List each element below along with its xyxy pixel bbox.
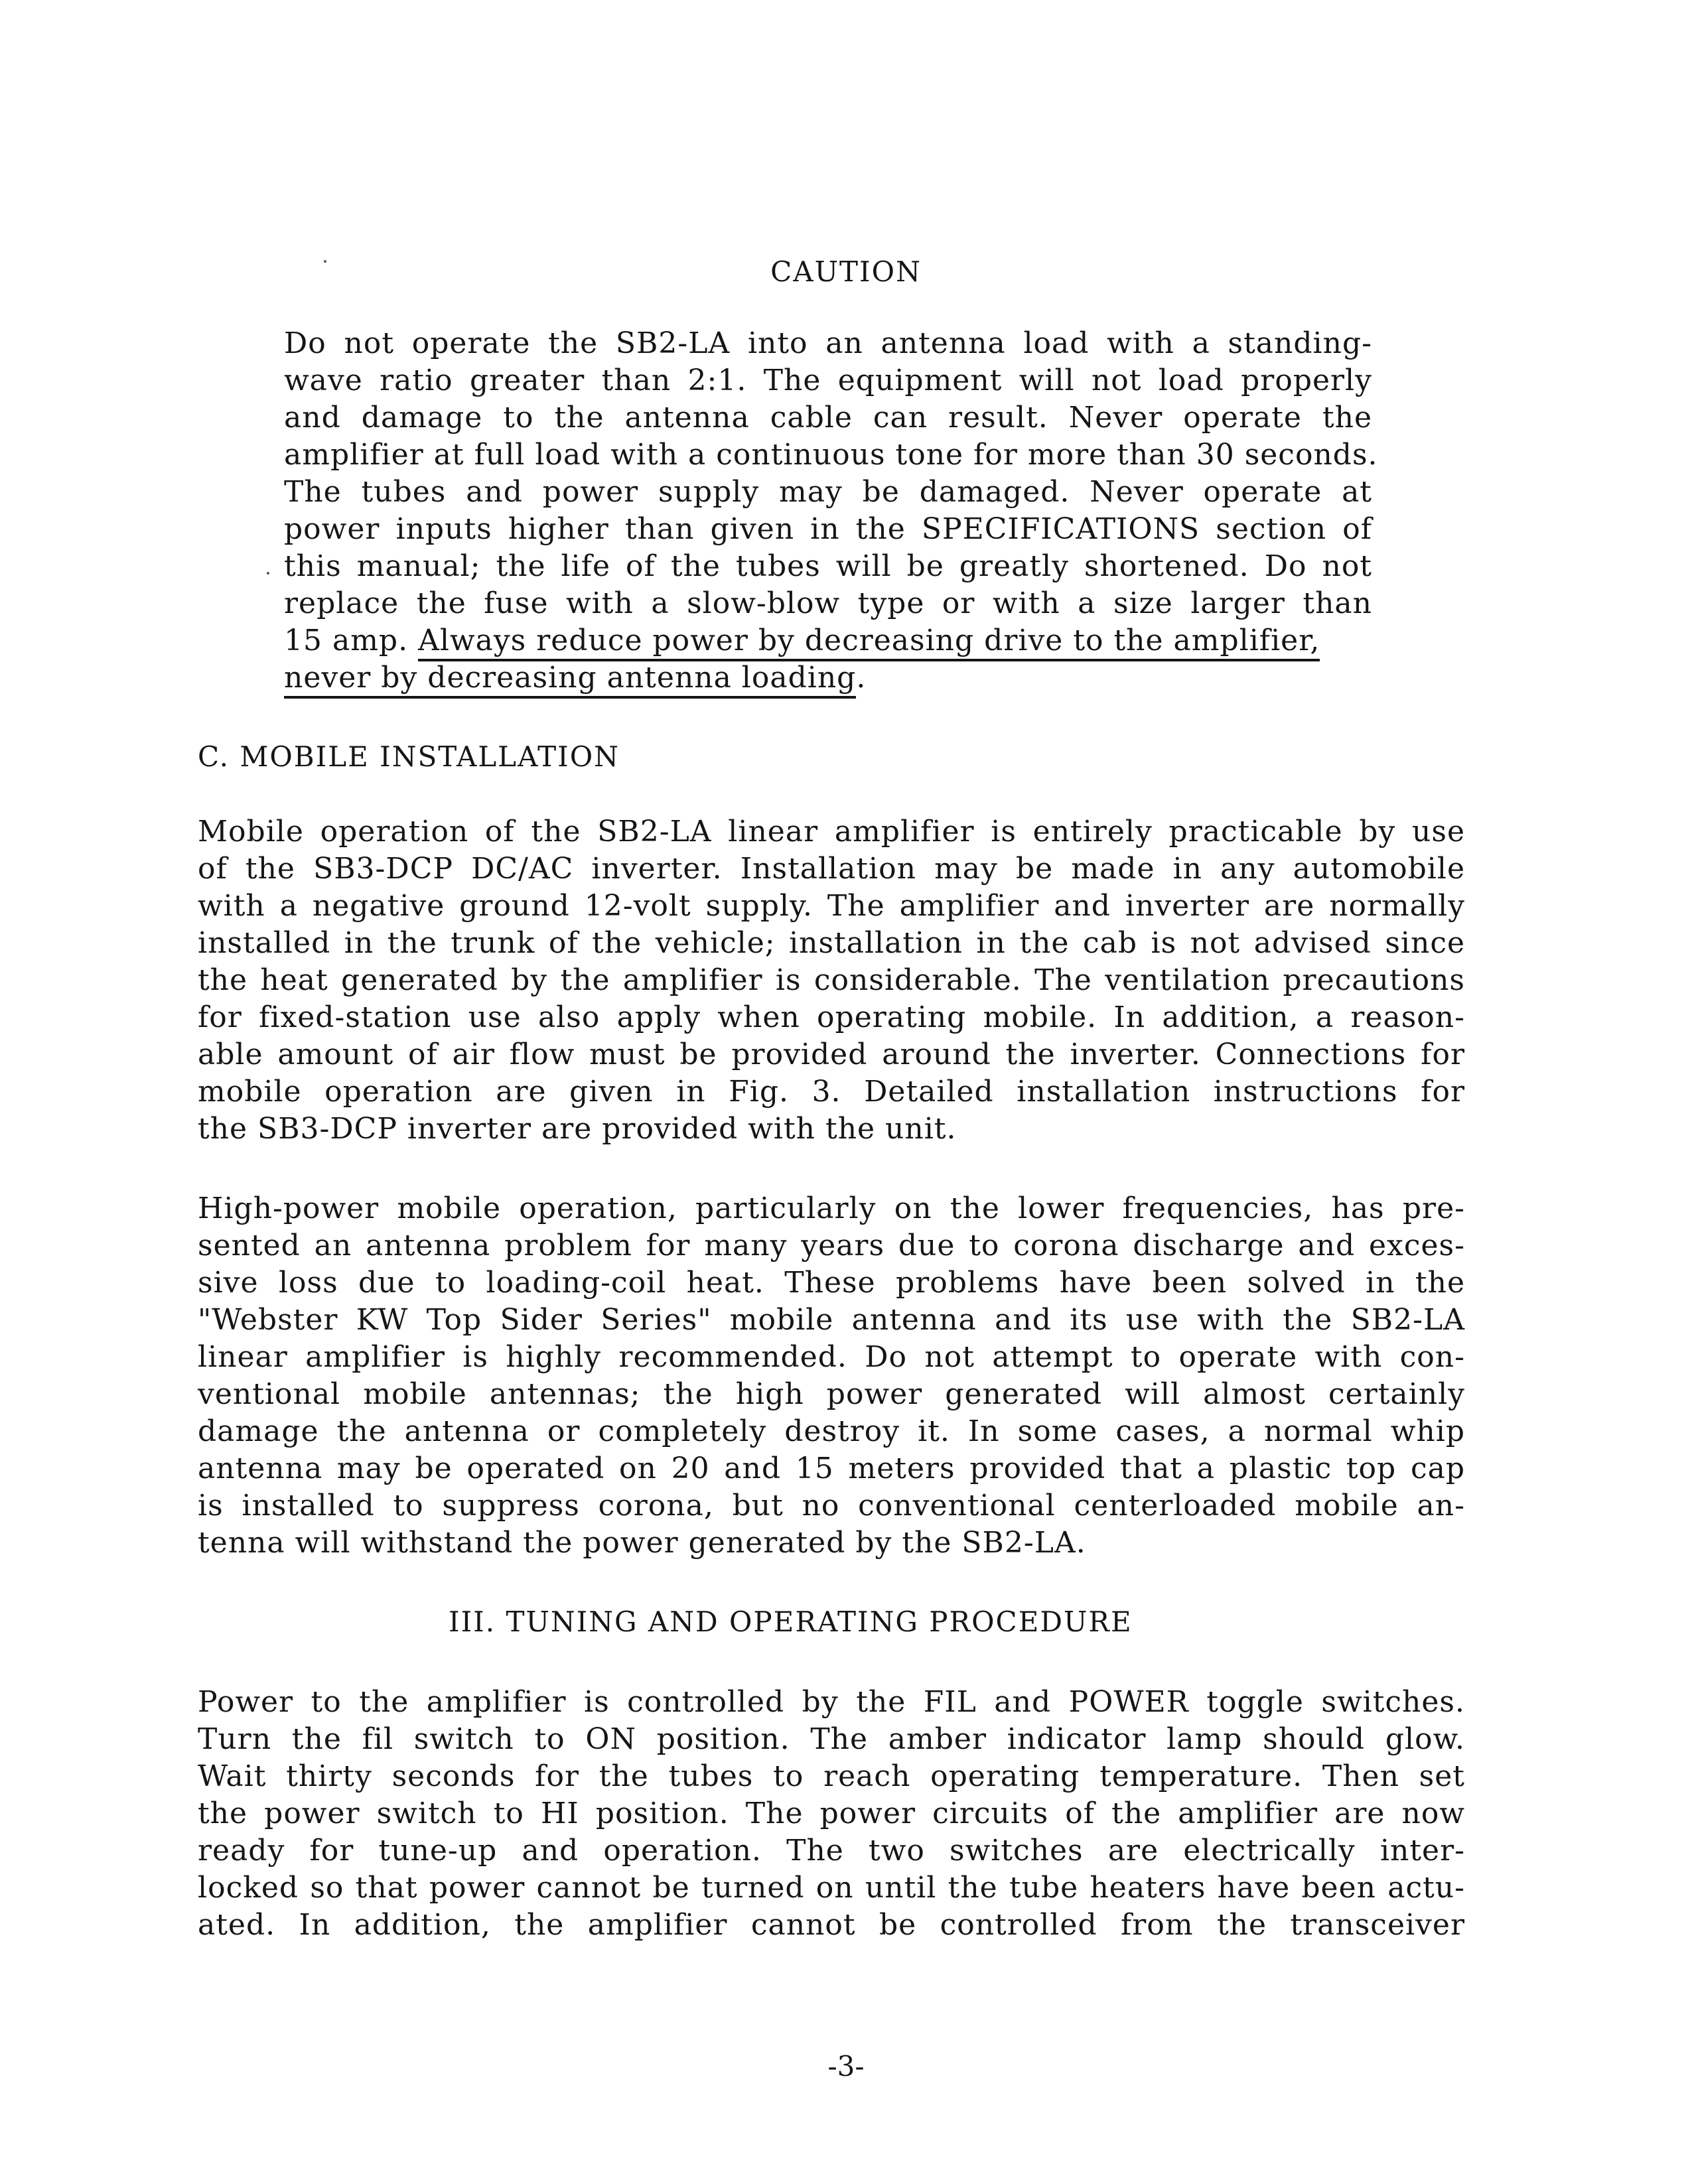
- body-line: Mobile operation of the SB2-LA linear amplifier is entirely practicable by use: [198, 815, 1465, 849]
- body-line: "Webster KW Top Sider Series" mobile antenna and its use with the SB2-LA: [198, 1303, 1465, 1337]
- body-line: antenna may be operated on 20 and 15 meters provided that a plastic top cap: [198, 1452, 1465, 1485]
- scan-speck: [324, 260, 326, 263]
- caution-line: [284, 624, 1320, 658]
- body-line: damage the antenna or completely destroy it. In some cases, a normal whip: [198, 1414, 1465, 1448]
- caution-line: Do not operate the SB2-LA into an antenna load with a standing-: [284, 326, 1372, 360]
- underlined-warning: Always reduce power by decreasing drive to the amplifier,: [418, 624, 1320, 661]
- caution-line: this manual; the life of the tubes will be greatly shortened. Do not: [284, 549, 1372, 583]
- page-number: -3-: [827, 2050, 865, 2082]
- section-heading-mobile-installation: C. MOBILE INSTALLATION: [198, 740, 620, 773]
- body-line: sented an antenna problem for many years due to corona discharge and exces-: [198, 1229, 1465, 1263]
- caution-title: CAUTION: [770, 255, 922, 288]
- body-line: able amount of air flow must be provided around the inverter. Connections for: [198, 1038, 1465, 1071]
- body-line: sive loss due to loading-coil heat. These problems have been solved in the: [198, 1266, 1465, 1300]
- underlined-warning: never by decreasing antenna loading: [284, 661, 856, 699]
- body-line: ated. In addition, the amplifier cannot be controlled from the transceiver: [198, 1908, 1465, 1942]
- caution-line: replace the fuse with a slow-blow type or with a size larger than: [284, 586, 1372, 620]
- body-line: with a negative ground 12-volt supply. The amplifier and inverter are normally: [198, 889, 1465, 923]
- caution-line-prefix: 15 amp.: [284, 624, 419, 657]
- caution-line: The tubes and power supply may be damaged. Never operate at: [284, 475, 1372, 509]
- body-line: Turn the fil switch to ON position. The amber indicator lamp should glow.: [198, 1722, 1465, 1756]
- body-line: ventional mobile antennas; the high power generated will almost certainly: [198, 1377, 1465, 1411]
- caution-line: amplifier at full load with a continuous tone for more than 30 seconds.: [284, 438, 1378, 472]
- body-line: Power to the amplifier is controlled by the FIL and POWER toggle switches.: [198, 1685, 1465, 1719]
- body-line: tenna will withstand the power generated by the SB2-LA.: [198, 1526, 1086, 1560]
- body-line: the power switch to HI position. The power circuits of the amplifier are now: [198, 1797, 1465, 1830]
- body-line: ready for tune-up and operation. The two switches are electrically inter-: [198, 1834, 1465, 1868]
- scan-speck: [267, 572, 269, 575]
- body-line: of the SB3-DCP DC/AC inverter. Installation may be made in any automobile: [198, 852, 1465, 886]
- body-line: mobile operation are given in Fig. 3. Detailed installation instructions for: [198, 1075, 1465, 1109]
- body-line: High-power mobile operation, particularly on the lower frequencies, has pre-: [198, 1192, 1465, 1225]
- section-heading-tuning-and-operating: III. TUNING AND OPERATING PROCEDURE: [449, 1605, 1133, 1638]
- body-line: the heat generated by the amplifier is considerable. The ventilation precautions: [198, 963, 1465, 997]
- caution-line: and damage to the antenna cable can result. Never operate the: [284, 401, 1372, 435]
- body-line: Wait thirty seconds for the tubes to reach operating temperature. Then set: [198, 1759, 1465, 1793]
- body-line: is installed to suppress corona, but no conventional centerloaded mobile an-: [198, 1489, 1465, 1523]
- caution-line: [284, 661, 866, 695]
- body-line: linear amplifier is highly recommended. Do not attempt to operate with con-: [198, 1340, 1465, 1374]
- caution-line-suffix: .: [856, 661, 867, 695]
- body-line: for fixed-station use also apply when operating mobile. In addition, a reason-: [198, 1000, 1465, 1034]
- caution-line: power inputs higher than given in the SPECIFICATIONS section of: [284, 512, 1372, 546]
- caution-line: wave ratio greater than 2:1. The equipment will not load properly: [284, 364, 1372, 397]
- body-line: the SB3-DCP inverter are provided with the unit.: [198, 1112, 957, 1146]
- body-line: installed in the trunk of the vehicle; installation in the cab is not advised since: [198, 926, 1465, 960]
- body-line: locked so that power cannot be turned on until the tube heaters have been actu-: [198, 1871, 1465, 1905]
